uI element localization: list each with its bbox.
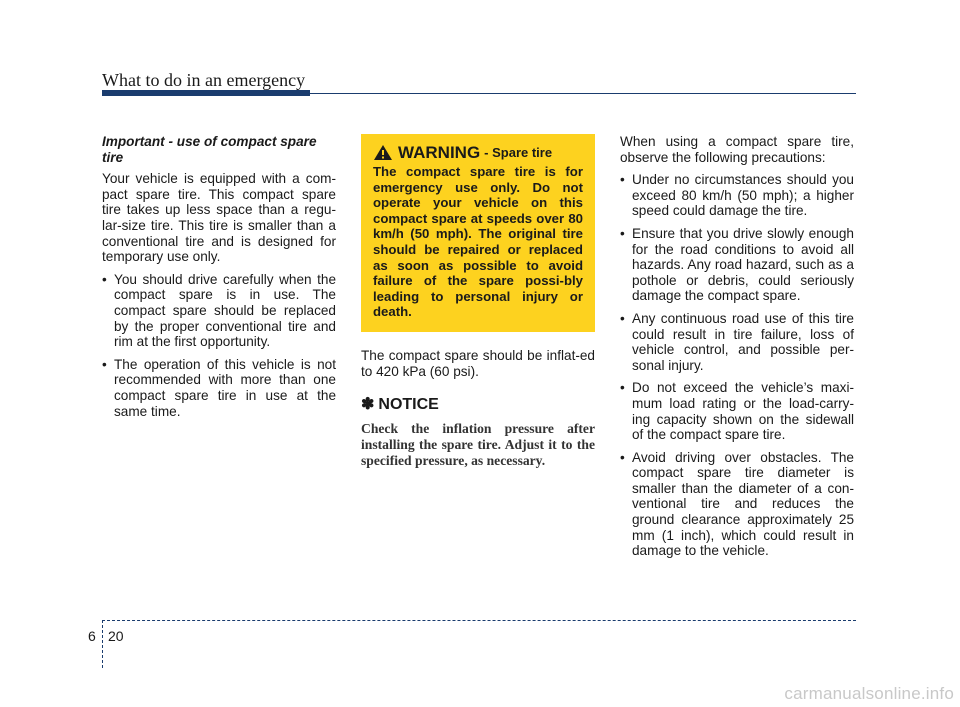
notice-mark-icon: ✽	[361, 396, 375, 414]
watermark-text: carmanualsonline.info	[784, 684, 954, 703]
bullet-icon: •	[102, 356, 107, 372]
warning-header	[373, 144, 583, 161]
list-item: • You should drive carefully when the compact spare is in use. The compact spare should be replaced by the proper conventional tire and rim at the first opportunity.	[102, 271, 336, 350]
precautions-intro: When using a compact spare tire, observe the following precautions:	[620, 134, 854, 165]
list-item: • Any continuous road use of this tire could result in tire failure, loss of vehicle control, and possible per-sonal injury.	[620, 310, 854, 373]
page-header-title: What to do in an emergency	[102, 70, 306, 90]
warning-box	[361, 134, 595, 332]
inflation-paragraph: The compact spare should be inflat-ed to 420 kPa (60 psi).	[361, 347, 595, 379]
bullet-icon: •	[620, 225, 625, 241]
list-item: • The operation of this vehicle is not recommended with more than one compact spare tire in use at the same time.	[102, 356, 336, 419]
header-accent-bar	[102, 90, 310, 96]
column-left	[102, 134, 336, 426]
notice-title: NOTICE	[378, 396, 439, 414]
footer-rule	[102, 620, 856, 621]
chapter-number: 6	[88, 628, 96, 644]
list-item: • Do not exceed the vehicle’s maxi-mum load rating or the load-carry-ing capacity shown on the sidewall of the compact spare tire.	[620, 380, 854, 443]
warning-subtitle: - Spare tire	[484, 144, 553, 160]
bullet-icon: •	[620, 380, 625, 396]
page-number: 20	[108, 628, 124, 644]
warning-triangle-icon	[373, 144, 393, 161]
column-right	[620, 134, 854, 566]
section-subheading: Important - use of compact spare tire	[102, 134, 317, 165]
notice-text: Check the inflation pressure after installing the spare tire. Adjust it to the specified pressure, as necessary.	[361, 420, 595, 468]
notice-heading	[361, 397, 595, 413]
precautions-list	[620, 172, 854, 559]
list-item: • Ensure that you drive slowly enough for the road conditions to avoid all hazards. Any road hazard, such as a pothole or debris, could seriously damage the compact spare.	[620, 225, 854, 304]
header-rule	[310, 93, 856, 94]
footer-divider	[102, 620, 103, 668]
list-item: • Avoid driving over obstacles. The compact spare tire diameter is smaller than the diameter of a con-ventional tire and reduces the ground clearance approximately 25 mm (1 inch), which could result in damage to the vehicle.	[620, 449, 854, 559]
intro-paragraph: Your vehicle is equipped with a com-pact spare tire. This compact spare tire takes up less space than a regu-lar-size tire. This tire is smaller than a conventional tire and is designed for temporary use only.	[102, 171, 336, 265]
bullet-icon: •	[620, 310, 625, 326]
warning-title: WARNING	[398, 142, 481, 162]
list-item: • Under no circumstances should you exceed 80 km/h (50 mph); a higher speed could damage the tire.	[620, 172, 854, 219]
column-middle	[361, 134, 595, 469]
bullet-icon: •	[620, 449, 625, 465]
bullet-icon: •	[102, 271, 107, 287]
bullet-icon: •	[620, 172, 625, 188]
bullet-list	[102, 272, 336, 419]
warning-text: The compact spare tire is for emergency use only. Do not operate your vehicle on this compact spare at speeds over 80 km/h (50 mph). The original tire should be repaired or replaced as soon as possible to avoid failure of the spare possi-bly leading to personal injury or death.	[373, 164, 583, 320]
